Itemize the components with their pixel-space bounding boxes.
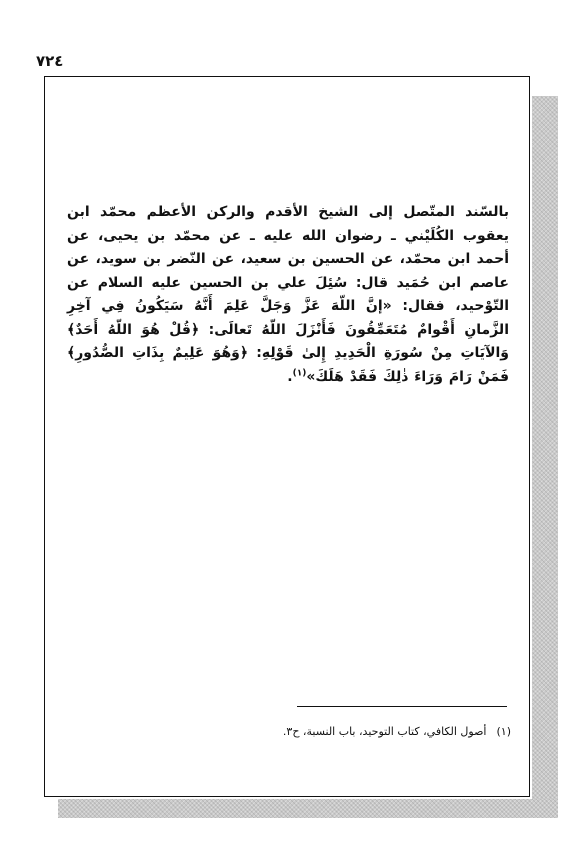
page-shadow-right [532,96,558,818]
page-number: ٧٢٤ [36,52,64,70]
hadith-text: بالسّند المتّصل إلى الشيخ الأقدم والركن الأعظم محمّد ابن يعقوب الكُلَيْني ـ رضوان الله عليه ـ عن محمّد بن يحيى، عن أحمد ابن محمّد، عن الحسين بن سعيد، عن النّضر بن سويد، عن عاصم ابن حُمَيد قال: سُئِلَ علي بن الحسين عليه السلام عن التّوْحيد، فقال: «إنَّ اللّهَ عَزَّ وَجَلَّ عَلِمَ أَنَّهُ سَيَكُونُ فِي آخِرِ الزَّمانِ أَقْوامٌ مُتَعَمِّقُونَ فَأَنْزَلَ اللّهُ تَعالَى: ﴿قُلْ هُوَ اللّهُ أَحَدٌ﴾ وَالآيَاتِ مِنْ سُورَةِ الْحَدِيدِ إِلىٰ قَوْلِهِ: ﴿وَهُوَ عَلِيمٌ بِذَاتِ الصُّدُورِ﴾ فَمَنْ رَامَ وَرَاءَ ذٰلِكَ فَقَدْ هَلَكَ» [67,204,509,385]
footnote-separator [297,706,507,707]
page-shadow-bottom [58,799,558,818]
footnote-number: (١) [496,725,511,738]
footnote-reference: (١) [292,367,307,378]
footnote [67,724,511,740]
hadith-paragraph [67,201,509,389]
footnote-text: أصول الكافي، كتاب التوحيد، باب النسبة، ح٣. [282,725,487,738]
page-frame [44,76,530,797]
hadith-closing: . [287,368,293,385]
